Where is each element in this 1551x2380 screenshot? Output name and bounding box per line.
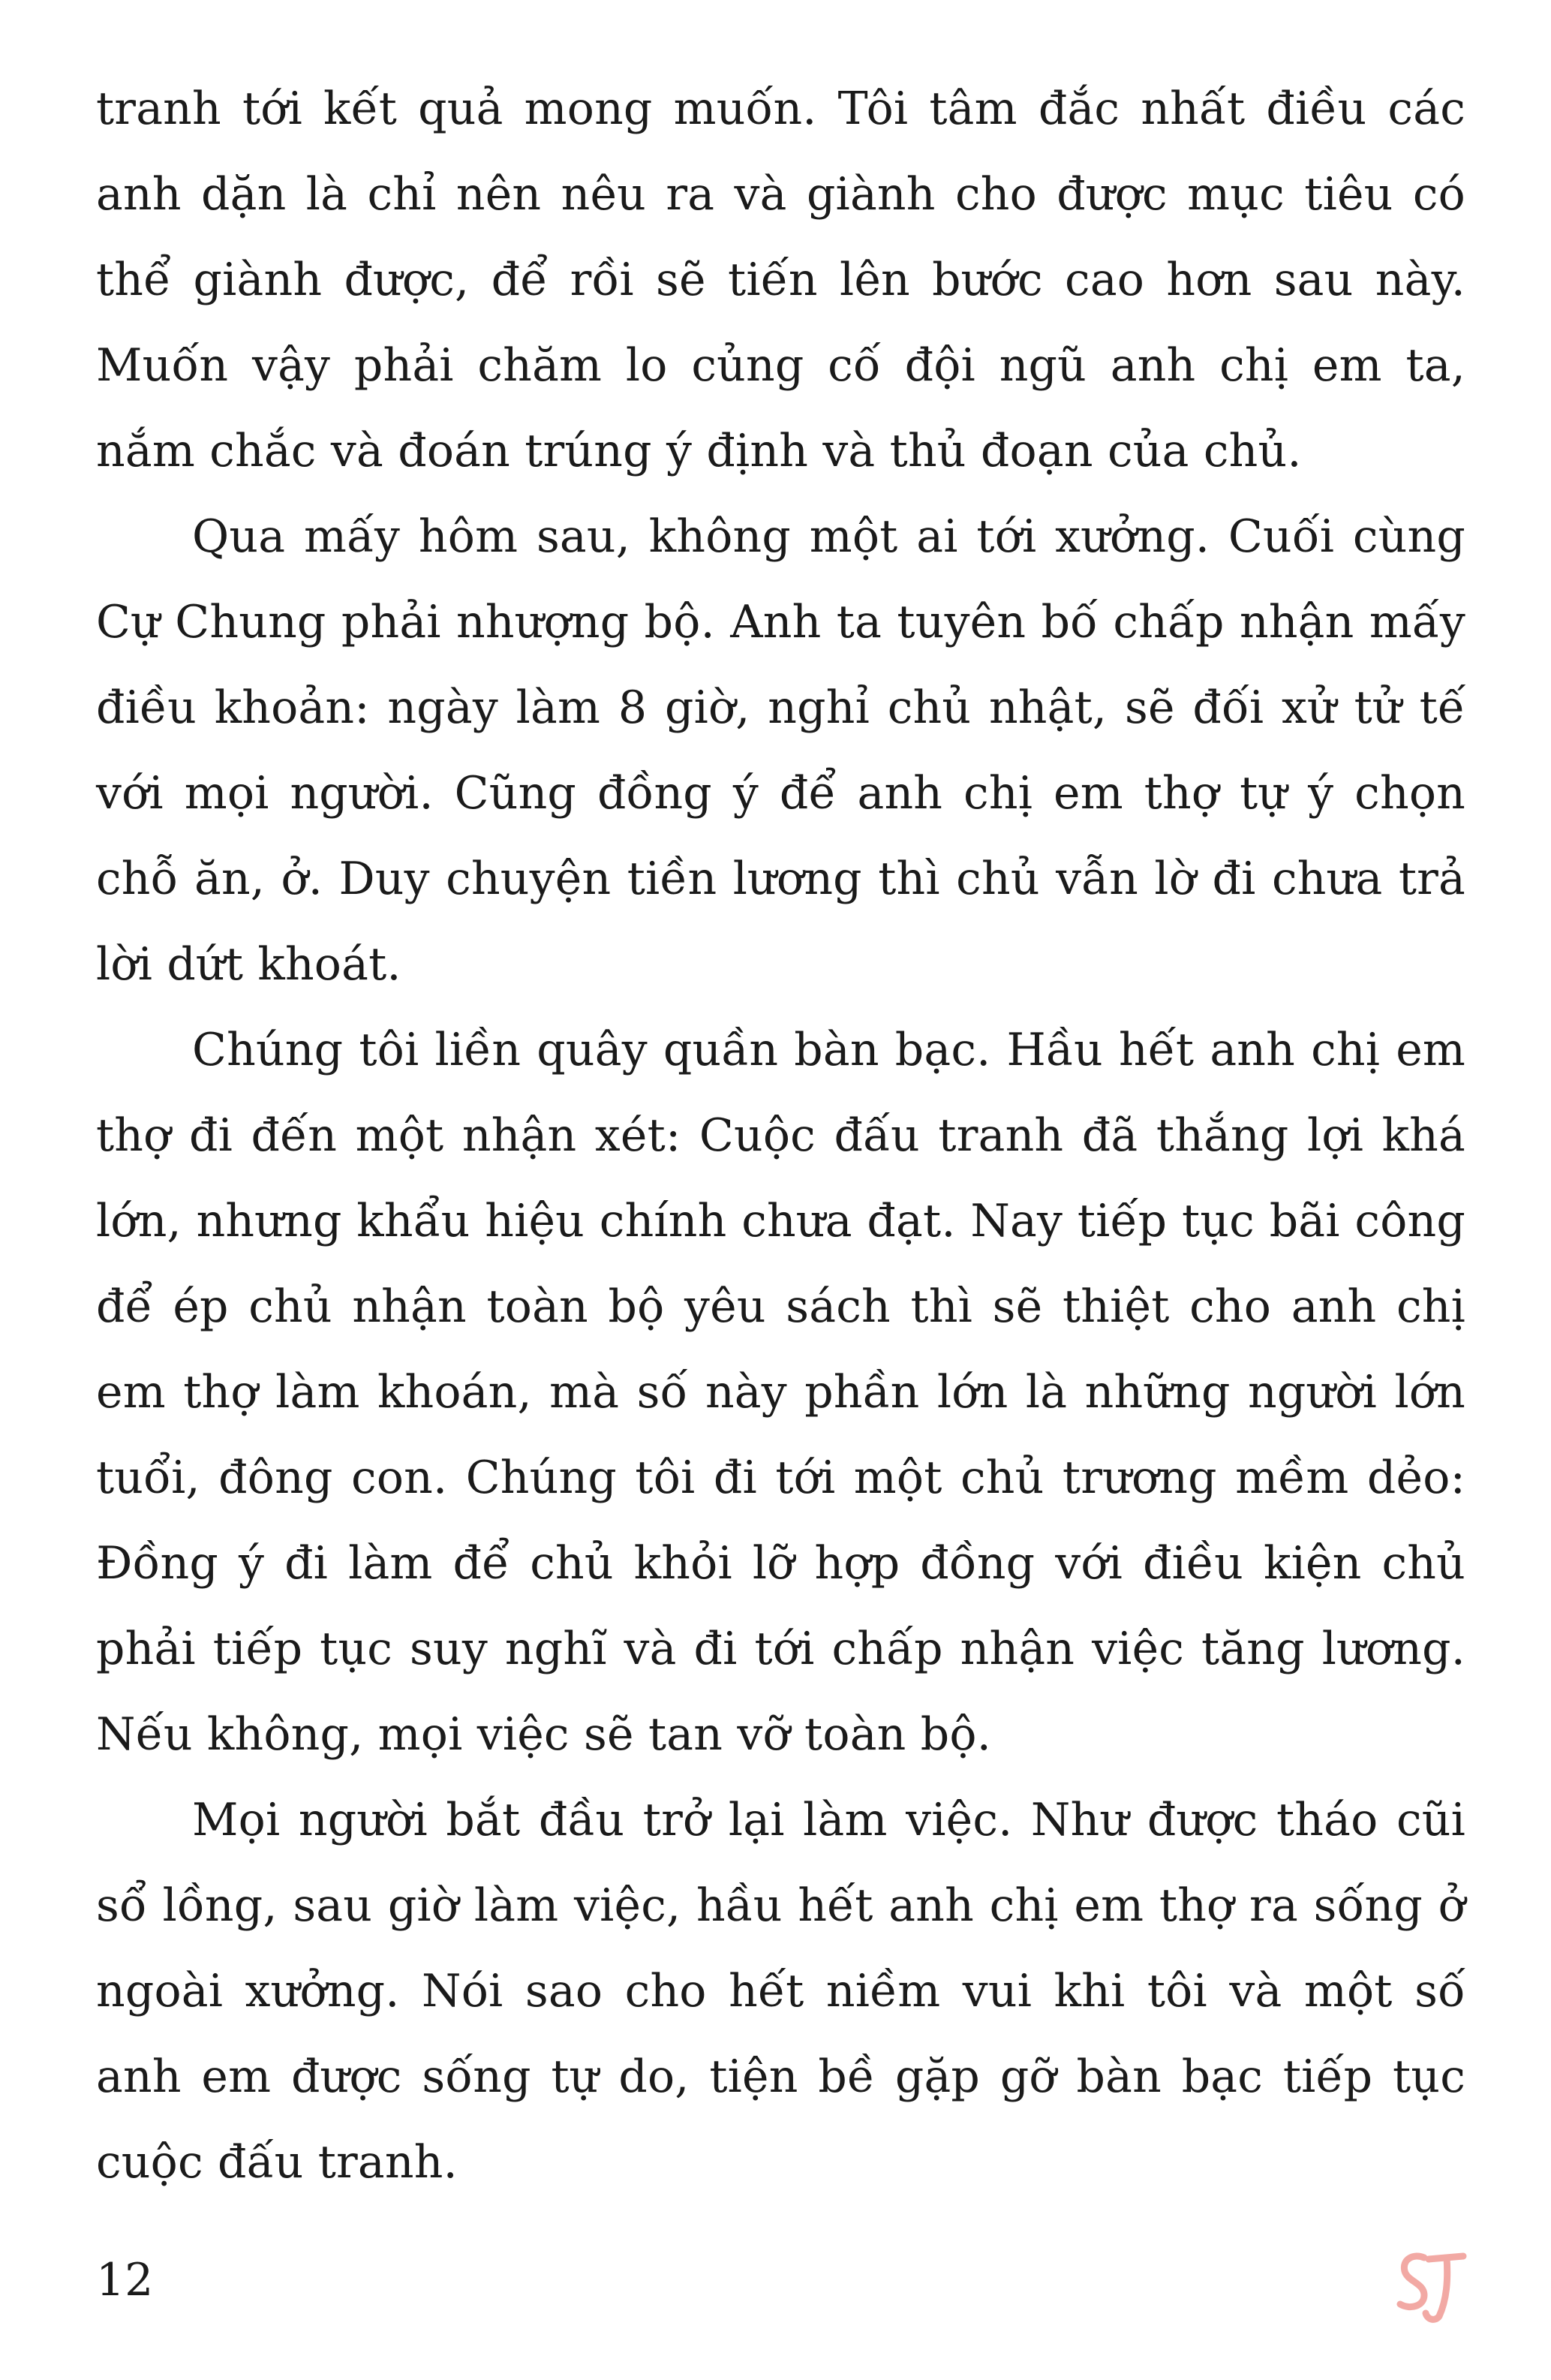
publisher-logo-icon [1394, 2244, 1469, 2327]
page-body [96, 66, 1465, 2205]
paragraph-2: Qua mấy hôm sau, không một ai tới xưởng. Cuối cùng Cự Chung phải nhượng bộ. Anh ta tuyên bố chấp nhận mấy điều khoản: ngày làm 8 giờ, nghỉ chủ nhật, sẽ đối xử tử tế với mọi người. Cũng đồng ý để anh chị em thợ tự ý chọn chỗ ăn, ở. Duy chuyện tiền lương thì chủ vẫn lờ đi chưa trả lời dứt khoát. [96, 510, 1465, 991]
paragraph-1: tranh tới kết quả mong muốn. Tôi tâm đắc nhất điều các anh dặn là chỉ nên nêu ra và giành cho được mục tiêu có thể giành được, để rồi sẽ tiến lên bước cao hơn sau này. Muốn vậy phải chăm lo củng cố đội ngũ anh chị em ta, nắm chắc và đoán trúng ý định và thủ đoạn của chủ. [96, 83, 1465, 477]
paragraph-3: Chúng tôi liền quây quần bàn bạc. Hầu hết anh chị em thợ đi đến một nhận xét: Cuộc đấu tranh đã thắng lợi khá lớn, nhưng khẩu hiệu chính chưa đạt. Nay tiếp tục bãi công để ép chủ nhận toàn bộ yêu sách thì sẽ thiệt cho anh chị em thợ làm khoán, mà số này phần lớn là những người lớn tuổi, đông con. Chúng tôi đi tới một chủ trương mềm dẻo: Đồng ý đi làm để chủ khỏi lỡ hợp đồng với điều kiện chủ phải tiếp tục suy nghĩ và đi tới chấp nhận việc tăng lương. Nếu không, mọi việc sẽ tan vỡ toàn bộ. [96, 1024, 1465, 1761]
page-number: 12 [96, 2254, 154, 2306]
paragraph-4: Mọi người bắt đầu trở lại làm việc. Như được tháo cũi sổ lồng, sau giờ làm việc, hầu hết anh chị em thợ ra sống ở ngoài xưởng. Nói sao cho hết niềm vui khi tôi và một số anh em được sống tự do, tiện bề gặp gỡ bàn bạc tiếp tục cuộc đấu tranh. [96, 1794, 1465, 2189]
